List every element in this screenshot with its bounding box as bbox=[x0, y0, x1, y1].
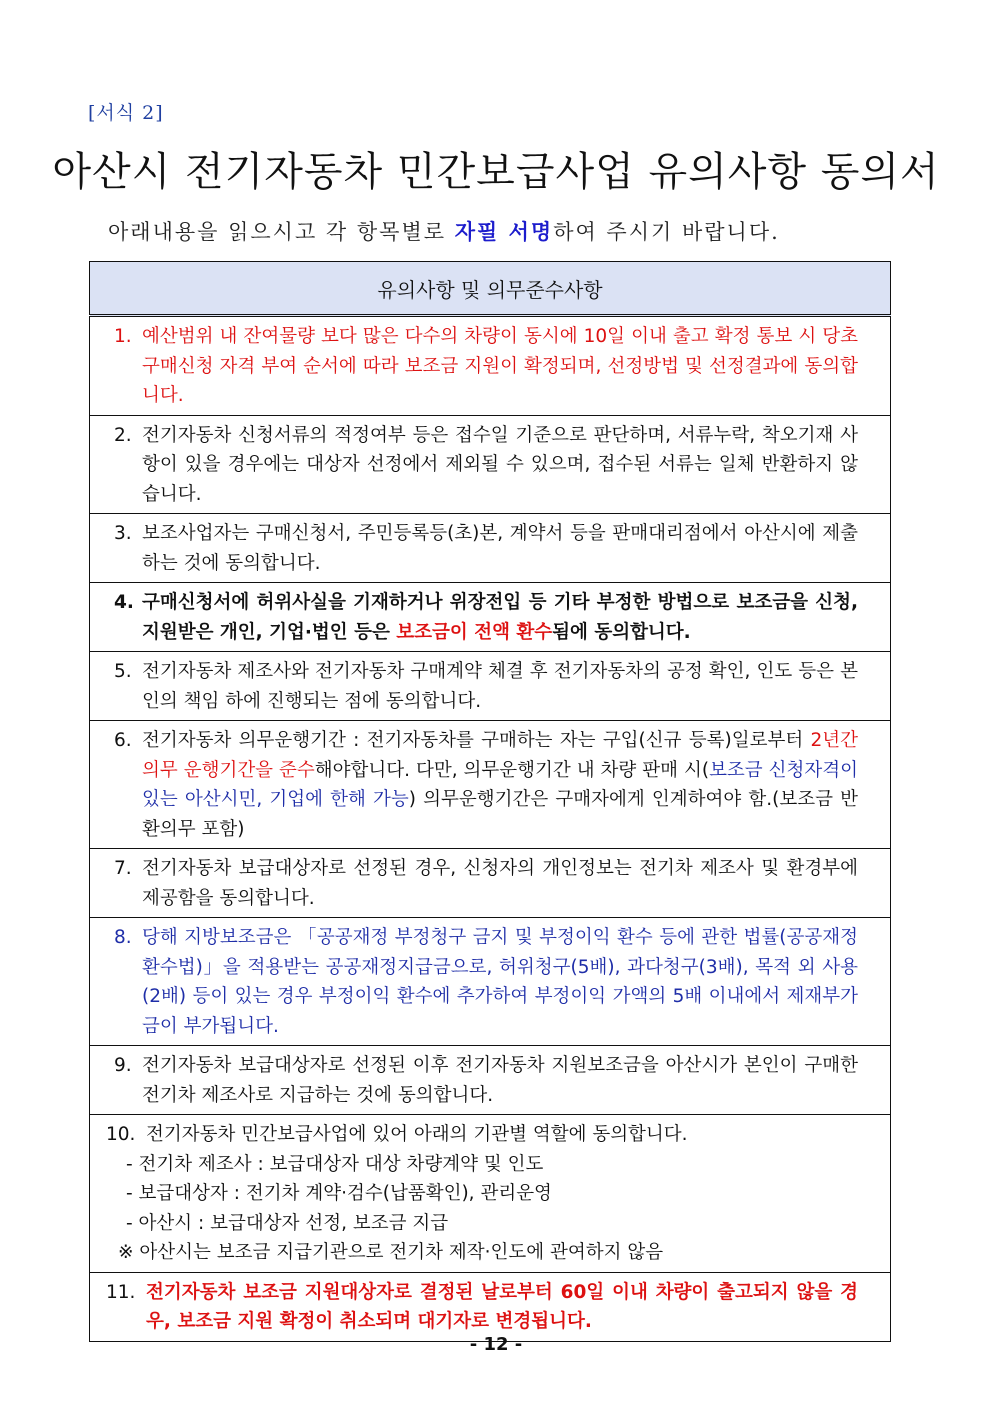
table-row bbox=[90, 415, 891, 514]
table-row bbox=[90, 721, 891, 849]
document-title: 아산시 전기자동차 민간보급사업 유의사항 동의서 bbox=[52, 149, 940, 195]
item-text: 전기자동차 보급대상자로 선정된 이후 전기자동차 지원보조금을 아산시가 본인이 구매한 전기차 제조사로 지급하는 것에 동의합니다. bbox=[142, 1055, 858, 1106]
item-number: 8. bbox=[114, 927, 132, 948]
instruction-after: 하여 주시기 바랍니다. bbox=[553, 220, 780, 244]
item-4 bbox=[114, 588, 858, 647]
table-row bbox=[90, 1046, 891, 1115]
role-asan-city: - 아산시 : 보급대상자 선정, 보조금 지급 bbox=[126, 1212, 449, 1234]
item-number: 4. bbox=[114, 592, 134, 613]
agreement-table bbox=[89, 261, 891, 1342]
item-10-note: ※ 아산시는 보조금 지급기관으로 전기차 제작·인도에 관여하지 않음 bbox=[118, 1242, 664, 1263]
table-row bbox=[90, 316, 891, 416]
item-text: 전기자동차 보급대상자로 선정된 경우, 신청자의 개인정보는 전기차 제조사 및 환경부에 제공함을 동의합니다. bbox=[142, 858, 858, 909]
page-number: - 12 - bbox=[469, 1334, 523, 1355]
item-11 bbox=[106, 1278, 858, 1337]
item-text: 전기자동차 제조사와 전기자동차 구매계약 체결 후 전기자동차의 공정 확인, 인도 등은 본인의 책임 하에 진행되는 점에 동의합니다. bbox=[142, 661, 858, 712]
item-9 bbox=[114, 1051, 858, 1110]
item-text bbox=[142, 588, 858, 647]
item-5 bbox=[114, 657, 858, 716]
item-number: 7. bbox=[114, 858, 132, 879]
table-row bbox=[90, 918, 891, 1046]
item-text-red: 2년간 의무 운행기간을 준수 bbox=[142, 730, 858, 781]
item-text: 전기자동차 민간보급사업에 있어 아래의 기관별 역할에 동의합니다. bbox=[146, 1124, 688, 1145]
item-text: 보조사업자는 구매신청서, 주민등록등(초)본, 계약서 등을 판매대리점에서 아산시에 제출하는 것에 동의합니다. bbox=[142, 523, 858, 574]
item-3 bbox=[114, 519, 858, 578]
form-label: [서식 2] bbox=[88, 102, 164, 124]
role-manufacturer: - 전기차 제조사 : 보급대상자 대상 차량계약 및 인도 bbox=[126, 1153, 544, 1175]
item-text: 당해 지방보조금은 「공공재정 부정청구 금지 및 부정이익 환수 등에 관한 법률(공공재정환수법)」을 적용받는 공공재정지급금으로, 허위청구(5배), 과다청구(3배), 목적 외 사용(2배) 등이 있는 경우 부정이익 환수에 추가하여 부정이익 가액의 5배 이내에서 제재부가금이 부가됩니다. bbox=[142, 927, 858, 1037]
item-number: 9. bbox=[114, 1055, 132, 1076]
item-8 bbox=[114, 923, 858, 1041]
item-number: 10. bbox=[106, 1124, 136, 1145]
item-6 bbox=[114, 726, 858, 844]
item-text bbox=[142, 726, 858, 844]
item-number: 3. bbox=[114, 523, 132, 544]
item-number: 1. bbox=[114, 326, 132, 347]
item-2 bbox=[114, 421, 858, 510]
item-text-part: 됨에 동의합니다. bbox=[552, 621, 691, 643]
item-text-part: ) 의무운행기간은 구매자에게 인계하여야 함.(보조금 반환의무 포함) bbox=[142, 789, 858, 840]
item-10 bbox=[106, 1120, 858, 1150]
item-text-red: 보조금이 전액 환수 bbox=[396, 621, 553, 643]
item-text: 예산범위 내 잔여물량 보다 많은 다수의 차량이 동시에 10일 이내 출고 확정 통보 시 당초 구매신청 자격 부여 순서에 따라 보조금 지원이 확정되며, 선정방법 및 선정결과에 동의합니다. bbox=[142, 326, 858, 406]
item-number: 11. bbox=[106, 1281, 136, 1303]
instruction-before: 아래내용을 읽으시고 각 항목별로 bbox=[108, 220, 455, 244]
item-text-part: 해야합니다. 다만, 의무운행기간 내 차량 판매 시( bbox=[314, 759, 710, 781]
item-number: 6. bbox=[114, 730, 132, 751]
item-number: 2. bbox=[114, 424, 132, 446]
item-1 bbox=[114, 322, 858, 411]
item-7 bbox=[114, 854, 858, 913]
item-number: 5. bbox=[114, 661, 132, 682]
item-text: 전기자동차 보조금 지원대상자로 결정된 날로부터 60일 이내 차량이 출고되지 않을 경우, 보조금 지원 확정이 취소되며 대기자로 변경됩니다. bbox=[146, 1281, 858, 1332]
table-row bbox=[90, 849, 891, 918]
instruction-emphasis: 자필 서명 bbox=[454, 219, 554, 244]
item-text-part: 전기자동차 의무운행기간 : 전기자동차를 구매하는 자는 구입(신규 등록)일로부터 bbox=[142, 730, 811, 751]
role-recipient: - 보급대상자 : 전기차 계약·검수(납품확인), 관리운영 bbox=[126, 1183, 552, 1204]
table-header: 유의사항 및 의무준수사항 bbox=[90, 262, 891, 316]
table-row bbox=[90, 1115, 891, 1273]
instruction-text bbox=[108, 216, 780, 246]
item-text: 전기자동차 신청서류의 적정여부 등은 접수일 기준으로 판단하며, 서류누락, 착오기재 사항이 있을 경우에는 대상자 선정에서 제외될 수 있으며, 접수된 서류는 일체 반환하지 않습니다. bbox=[142, 424, 858, 505]
table-row bbox=[90, 514, 891, 583]
item-text-blue: 보조금 신청자격이 있는 아산시민, 기업에 한해 가능 bbox=[142, 759, 858, 810]
table-row bbox=[90, 652, 891, 721]
table-row bbox=[90, 583, 891, 652]
table-row bbox=[90, 1272, 891, 1341]
item-text-part: 구매신청서에 허위사실을 기재하거나 위장전입 등 기타 부정한 방법으로 보조금을 신청, 지원받은 개인, 기업·법인 등은 bbox=[142, 592, 858, 643]
